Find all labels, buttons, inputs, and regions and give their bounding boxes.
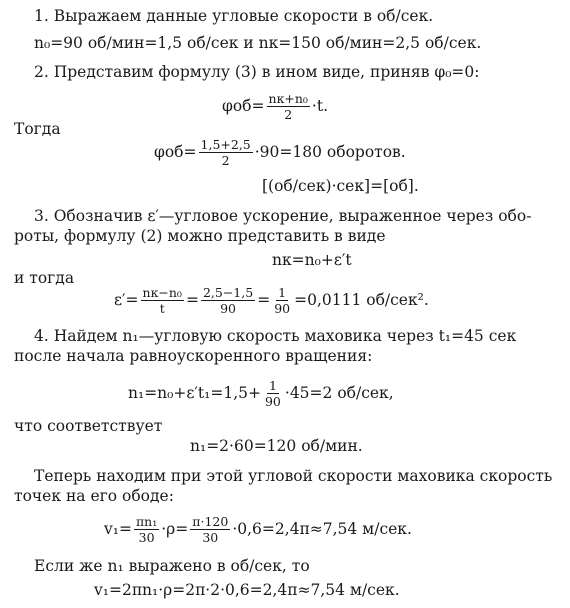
fraction-numerator: nк−n₀ [142, 284, 182, 300]
step2-units: [(об/сек)·сек]=[об]. [262, 177, 419, 195]
eq-rhs: ·0,6=2,4π≈7,54 м/сек. [232, 520, 412, 538]
eq-rhs: ·t. [311, 97, 329, 115]
step3-equation-2: ε′= $\frac{\text{nк−n₀}}{t}$ = $\frac{2,5-1,5}{90}$ = $\frac{1}{90}$ =0,0111 об/сек². [114, 284, 429, 316]
eq-lhs: φоб= [222, 97, 265, 115]
fraction [267, 91, 310, 122]
fraction-denominator: 30 [202, 529, 219, 545]
fraction-denominator: 90 [220, 300, 237, 316]
step5-text-line1: Теперь находим при этой угловой скорости маховика скорость [34, 467, 553, 485]
step1-text: 1. Выражаем данные угловые скорости в об/сек. [34, 7, 434, 25]
fraction-numerator: nк+n₀ [268, 90, 308, 106]
eq-rhs: ·90=180 оборотов. [254, 143, 406, 161]
step3-equation-1: nк=n₀+ε′t [272, 251, 352, 269]
and-then-label: и тогда [14, 269, 75, 287]
fraction-numerator: 1 [268, 377, 277, 393]
step4-equation-1 [128, 374, 394, 412]
step5-equation-2: v₁=2πn₁·ρ=2π·2·0,6=2,4π≈7,54 м/сек. [94, 581, 400, 599]
fraction [141, 285, 184, 316]
step5-text-line2: точек на его ободе: [14, 487, 174, 505]
fraction-denominator: 90 [264, 393, 281, 409]
step3-text-line1: 3. Обозначив ε′—угловое ускорение, выраженное через обо- [34, 207, 532, 225]
fraction [134, 514, 159, 545]
eq-mid: ·ρ= [161, 520, 189, 538]
step2-equation-2 [154, 134, 406, 170]
fraction [201, 285, 255, 316]
eq-rhs: =0,0111 об/сек². [294, 291, 429, 309]
eq-lhs: ε′= [114, 291, 139, 309]
step2-text: 2. Представим формулу (3) в ином виде, приняв φ₀=0: [34, 63, 480, 81]
eq-lhs: v₁= [104, 520, 132, 538]
fraction-numerator: πn₁ [135, 513, 158, 529]
eq-lhs: φоб= [154, 143, 197, 161]
step4-text-line1: 4. Найдем n₁—угловую скорость маховика через t₁=45 сек [34, 327, 517, 345]
eq-lhs: n₁=n₀+ε′t₁=1,5+ [128, 384, 261, 402]
fraction [190, 514, 230, 545]
fraction-denominator: 2 [221, 152, 230, 168]
fraction-denominator: 30 [138, 529, 155, 545]
then-label: Тогда [14, 120, 61, 138]
fraction-numerator: 2,5−1,5 [202, 284, 254, 300]
fraction-denominator: 90 [274, 300, 291, 316]
step2-equation-1 [222, 88, 328, 124]
fraction-numerator: 1 [278, 284, 287, 300]
fraction-numerator: π·120 [192, 513, 229, 529]
step4-text-line2: после начала равноускоренного вращения: [14, 347, 373, 365]
fraction [199, 137, 253, 168]
step5-if-text: Если же n₁ выражено в об/сек, то [34, 557, 310, 575]
step1-equation: n₀=90 об/мин=1,5 об/сек и nк=150 об/мин=2,5 об/сек. [34, 34, 482, 52]
step3-text-line2: роты, формулу (2) можно представить в виде [14, 227, 386, 245]
fraction-numerator: 1,5+2,5 [200, 136, 251, 152]
fraction [263, 378, 283, 409]
fraction [272, 285, 292, 316]
step5-equation-1 [104, 510, 412, 548]
fraction-denominator: t [159, 300, 165, 316]
corresponds-label: что соответствует [14, 417, 163, 435]
step4-equation-2: n₁=2·60=120 об/мин. [190, 437, 363, 455]
eq-rhs: ·45=2 об/сек, [284, 384, 394, 402]
fraction-denominator: 2 [284, 106, 293, 122]
